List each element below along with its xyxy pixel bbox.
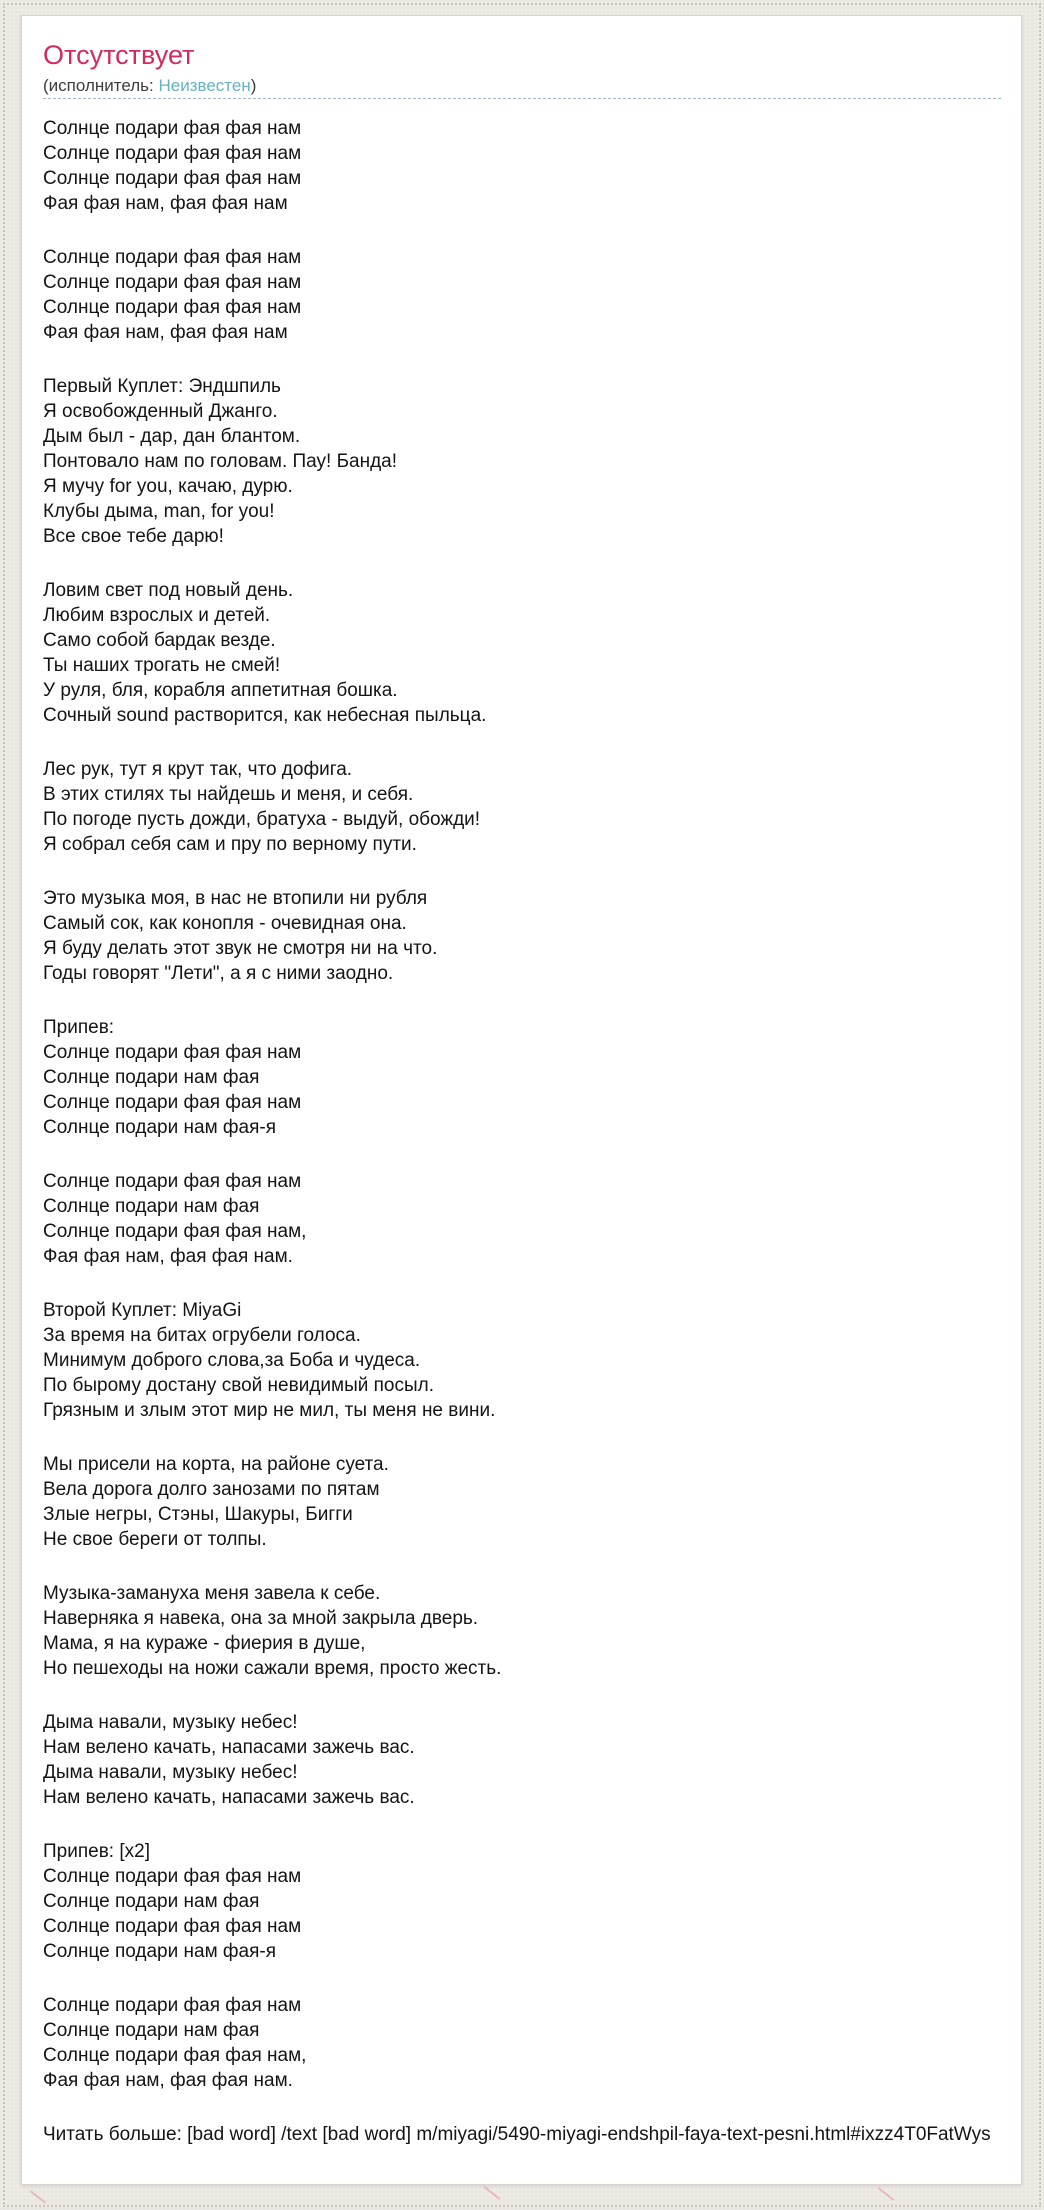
lyrics-line: Мы присели на корта, на районе суета. — [43, 1454, 389, 1475]
lyrics-line: Фая фая нам, фая фая нам. — [43, 2070, 293, 2091]
lyrics-line: Дыма навали, музыку небес! — [43, 1762, 298, 1783]
lyrics-line: Нам велено качать, напасами зажечь вас. — [43, 1787, 415, 1808]
lyrics-line: Припев: [x2] — [43, 1841, 150, 1862]
lyrics — [43, 116, 1001, 2093]
lyrics-line: Сочный sound растворится, как небесная пыльца. — [43, 705, 487, 726]
lyrics-line: Ловим свет под новый день. — [43, 580, 294, 601]
lyrics-line: Солнце подари фая фая нам — [43, 1916, 302, 1937]
lyrics-line: Дым был - дар, дан блантом. — [43, 426, 301, 447]
lyrics-line: Нам велено качать, напасами зажечь вас. — [43, 1737, 415, 1758]
lyrics-line: Все свое тебе дарю! — [43, 526, 224, 547]
stanza — [43, 245, 1001, 345]
lyrics-line: Минимум доброго слова,за Боба и чудеса. — [43, 1350, 421, 1371]
lyrics-line: Солнце подари фая фая нам — [43, 297, 302, 318]
lyrics-line: Я собрал себя сам и пру по верному пути. — [43, 834, 417, 855]
lyrics-line: Солнце подари фая фая нам, — [43, 2045, 307, 2066]
lyrics-line: Не свое береги от толпы. — [43, 1529, 267, 1550]
lyrics-line: Грязным и злым этот мир не мил, ты меня не вини. — [43, 1400, 496, 1421]
lyrics-line: Лес рук, тут я крут так, что дофига. — [43, 759, 353, 780]
stanza — [43, 1839, 1001, 1964]
stanza — [43, 1993, 1001, 2093]
stanza — [43, 886, 1001, 986]
lyrics-line: Я освобожденный Джанго. — [43, 401, 278, 422]
lyrics-line: Солнце подари фая фая нам — [43, 1092, 302, 1113]
stanza — [43, 1015, 1001, 1140]
lyrics-line: Наверняка я навека, она за мной закрыла дверь. — [43, 1608, 479, 1629]
lyrics-line: Клубы дыма, man, for you! — [43, 501, 275, 522]
lyrics-line: Солнце подари фая фая нам — [43, 1042, 302, 1063]
lyrics-line: Я мучу for you, качаю, дурю. — [43, 476, 293, 497]
lyrics-line: В этих стилях ты найдешь и меня, и себя. — [43, 784, 414, 805]
stitch-mark — [30, 2190, 47, 2204]
lyrics-line: Первый Куплет: Эндшпиль — [43, 376, 281, 397]
lyrics-line: Припев: — [43, 1017, 115, 1038]
lyrics-line: Понтовало нам по головам. Пау! Банда! — [43, 451, 398, 472]
stitch-mark — [878, 2187, 895, 2201]
lyrics-line: Солнце подари фая фая нам — [43, 143, 302, 164]
artist-label-close: ) — [250, 76, 257, 95]
lyrics-line: Солнце подари нам фая — [43, 1067, 260, 1088]
lyrics-line: Солнце подари фая фая нам, — [43, 1221, 307, 1242]
stanza — [43, 1452, 1001, 1552]
artist-line — [43, 75, 1001, 96]
lyrics-line: Но пешеходы на ножи сажали время, просто жесть. — [43, 1658, 502, 1679]
lyrics-line: Вела дорога долго занозами по пятам — [43, 1479, 380, 1500]
lyrics-line: Солнце подари нам фая — [43, 2020, 260, 2041]
lyrics-line: Солнце подари фая фая нам — [43, 1171, 302, 1192]
lyrics-line: Солнце подари фая фая нам — [43, 272, 302, 293]
dotted-separator — [43, 98, 1001, 99]
lyrics-line: Я буду делать этот звук не смотря ни на что. — [43, 938, 438, 959]
lyrics-line: Солнце подари нам фая-я — [43, 1117, 277, 1138]
artist-label: (исполнитель: — [43, 76, 154, 95]
stanza — [43, 578, 1001, 728]
content-card — [21, 15, 1022, 2185]
song-title-link[interactable]: Отсутствует — [43, 40, 195, 70]
lyrics-line: За время на битах огрубели голоса. — [43, 1325, 361, 1346]
artist-link[interactable]: Неизвестен — [158, 76, 251, 95]
lyrics-line: Солнце подари нам фая-я — [43, 1941, 277, 1962]
stanza — [43, 1298, 1001, 1423]
lyrics-line: Ты наших трогать не смей! — [43, 655, 281, 676]
stanza — [43, 1169, 1001, 1269]
lyrics-line: Солнце подари фая фая нам — [43, 1866, 302, 1887]
lyrics-line: Самый сок, как конопля - очевидная она. — [43, 913, 407, 934]
lyrics-line: Это музыка моя, в нас не втопили ни рубля — [43, 888, 428, 909]
lyrics-line: Фая фая нам, фая фая нам — [43, 322, 288, 343]
lyrics-line: Годы говорят "Лети", а я с ними заодно. — [43, 963, 394, 984]
stanza — [43, 1581, 1001, 1681]
stanza — [43, 1710, 1001, 1810]
stanza — [43, 116, 1001, 216]
lyrics-line: Фая фая нам, фая фая нам. — [43, 1246, 293, 1267]
lyrics-line: Фая фая нам, фая фая нам — [43, 193, 288, 214]
lyrics-line: По бырому достану свой невидимый посыл. — [43, 1375, 435, 1396]
lyrics-line: Любим взрослых и детей. — [43, 605, 271, 626]
lyrics-line: Солнце подари нам фая — [43, 1196, 260, 1217]
lyrics-line: Дыма навали, музыку небес! — [43, 1712, 298, 1733]
read-more-line: Читать больше: [bad word] /text [bad word] m/miyagi/5490-miyagi-endshpil-faya-text-pesni.html#ixzz4T0FatWys — [43, 2124, 991, 2145]
lyrics-line: Солнце подари фая фая нам — [43, 1995, 302, 2016]
lyrics-line: У руля, бля, корабля аппетитная бошка. — [43, 680, 398, 701]
lyrics-line: Солнце подари фая фая нам — [43, 118, 302, 139]
lyrics-line: Второй Куплет: MiyaGi — [43, 1300, 242, 1321]
lyrics-line: По погоде пусть дожди, братуха - выдуй, обожди! — [43, 809, 481, 830]
lyrics-line: Злые негры, Стэны, Шакуры, Бигги — [43, 1504, 353, 1525]
lyrics-line: Солнце подари фая фая нам — [43, 168, 302, 189]
stanza — [43, 757, 1001, 857]
page-header — [43, 40, 1001, 99]
lyrics-line: Солнце подари фая фая нам — [43, 247, 302, 268]
lyrics-line: Само собой бардак везде. — [43, 630, 276, 651]
stanza — [43, 374, 1001, 549]
lyrics-line: Солнце подари нам фая — [43, 1891, 260, 1912]
lyrics-line: Музыка-замануха меня завела к себе. — [43, 1583, 381, 1604]
lyrics-line: Мама, я на кураже - фиерия в душе, — [43, 1633, 366, 1654]
stitch-mark — [484, 2186, 501, 2200]
